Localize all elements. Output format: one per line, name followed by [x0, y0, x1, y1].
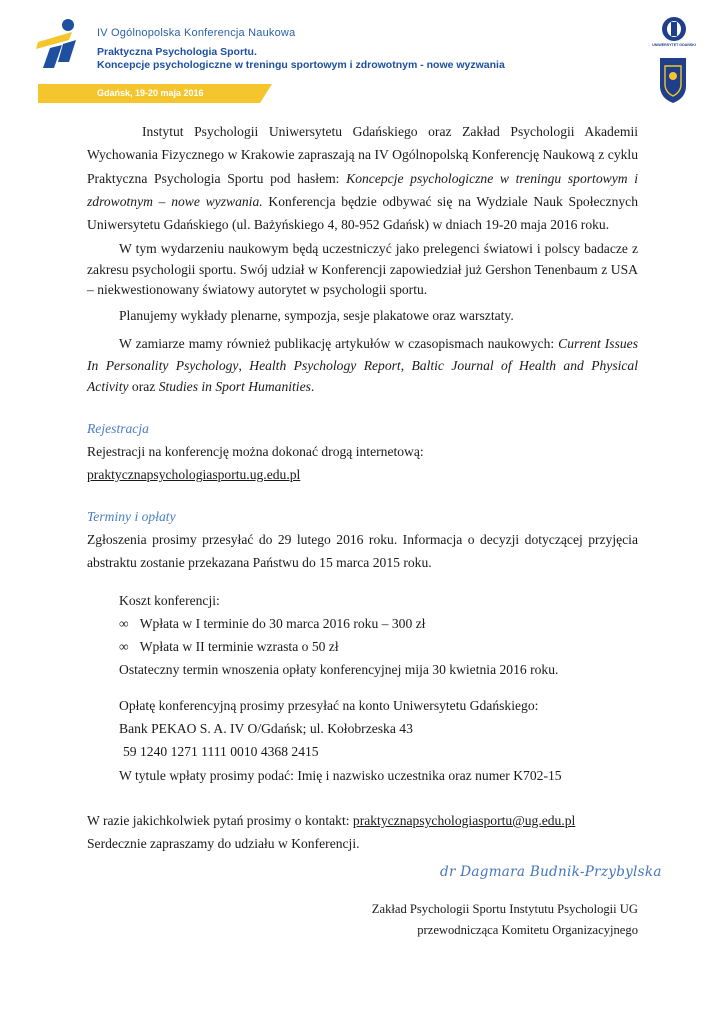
ug-label: UNIWERSYTET GDAŃSKI: [652, 43, 696, 47]
contact-text: W razie jakichkolwiek pytań prosimy o kontakt:: [87, 812, 353, 828]
intro-paragraph-1: [87, 120, 638, 236]
cost-item-text: Wpłata w I terminie do 30 marca 2016 roku – 300 zł: [139, 615, 426, 631]
period: .: [310, 379, 315, 395]
cost-label: Koszt konferencji:: [119, 592, 220, 608]
intro-p1-venue: Konferencja będzie odbywać się na Wydziale Nauk Społecznych Uniwersytetu Gdańskiego (ul. Bażyńskiego 4, 80-952 Gdańsk) w dniach 19-20 maja 2016 roku.: [87, 193, 639, 233]
conference-title-line-2: Koncepcje psychologiczne w treningu sportowym i zdrowotnym - nowe wyzwania: [97, 59, 505, 71]
contact-email-link[interactable]: praktycznapsychologiasportu@ug.edu.pl: [352, 812, 576, 828]
signatory-department: Zakład Psychologii Sportu Instytutu Psychologii UG: [371, 902, 638, 916]
cost-item-text: Wpłata w II terminie wzrasta o 50 zł: [139, 639, 339, 655]
registration-text: Rejestracji na konferencję można dokonać drogą internetową:: [87, 444, 424, 460]
closing-line: Serdecznie zapraszamy do udziału w Konferencji.: [87, 836, 360, 852]
date-place: Gdańsk, 19-20 maja 2016: [97, 88, 204, 98]
intro-paragraph-2: W tym wydarzeniu naukowym będą uczestniczyć jako prelegenci światowi i polscy badacze z zakresu psychologii sportu. Swój udział w Konferencji zapowiedział już Gershon Tenenbaum z USA – niekwestionowany światowy autorytet w psychologii sportu.: [87, 241, 638, 298]
conference-motto: Koncepcje psychologiczne w treningu sportowym i zdrowotnym – nowe wyzwania.: [87, 170, 638, 209]
signature: dr Dagmara Budnik-Przybylska: [440, 864, 662, 880]
letter-body: [87, 120, 638, 856]
separator: oraz: [128, 379, 159, 395]
bullet-icon: ∞: [119, 639, 129, 655]
conference-logo-icon: [36, 18, 80, 70]
bank-name: Bank PEKAO S. A. IV O/Gdańsk; ul. Kołobrzeska 43: [119, 721, 413, 737]
conference-title: [97, 46, 505, 72]
contact-line: [87, 809, 638, 832]
intro-p4-text: W zamiarze mamy również publikację artykułów w czasopismach naukowych:: [119, 336, 559, 352]
bullet-icon: ∞: [119, 615, 129, 631]
account-number: 59 1240 1271 1111 0010 4368 2415: [123, 744, 319, 760]
header-text: [97, 27, 505, 72]
journal-1: Current Issues In Personality Psychology: [87, 336, 638, 373]
separator: ,: [400, 357, 412, 373]
ug-logo-icon: [655, 16, 693, 56]
cost-item: [119, 635, 638, 658]
journal-2: Health Psychology Report: [249, 357, 401, 373]
journal-4: Studies in Sport Humanities: [158, 379, 311, 395]
final-deadline: Ostateczny termin wnoszenia opłaty konferencyjnej mija 30 kwietnia 2016 roku.: [119, 662, 559, 678]
cost-item: [119, 612, 638, 635]
registration-link[interactable]: [87, 463, 638, 486]
separator: ,: [238, 357, 250, 373]
conference-name: IV Ogólnopolska Konferencja Naukowa: [97, 27, 296, 39]
signatory-block: [372, 899, 638, 941]
terms-text: Zgłoszenia prosimy przesyłać do 29 lutego 2016 roku. Informacja o decyzji dotyczącej przyjęcia abstraktu zostanie przekazana Państwu do 15 marca 2015 roku.: [87, 531, 638, 571]
intro-paragraph-4: [87, 333, 638, 398]
signatory-role: przewodnicząca Komitetu Organizacyjnego: [417, 923, 638, 937]
intro-p1-text: Instytut Psychologii Uniwersytetu Gdańskiego oraz Zakład Psychologii Akademii Wychowania Fizycznego w Krakowie zapraszają na IV Ogólnopolską Konferencję Naukową z cyklu Praktyczna Psychologia Sportu pod hasłem:: [87, 124, 638, 186]
payment-info: Opłatę konferencyjną prosimy przesyłać na konto Uniwersytetu Gdańskiego:: [119, 697, 539, 713]
terms-heading: Terminy i opłaty: [87, 508, 176, 524]
registration-url[interactable]: praktycznapsychologiasportu.ug.edu.pl: [87, 467, 301, 483]
awf-crest-icon: [658, 56, 688, 104]
conference-title-line-1: Praktyczna Psychologia Sportu.: [97, 46, 257, 58]
registration-heading: Rejestracja: [87, 420, 149, 436]
transfer-title: W tytule wpłaty prosimy podać: Imię i nazwisko uczestnika oraz numer K702-15: [119, 767, 562, 783]
intro-paragraph-3: Planujemy wykłady plenarne, sympozja, sesje plakatowe oraz warsztaty.: [119, 307, 514, 323]
journal-3: Baltic Journal of Health and Physical Activity: [87, 357, 639, 395]
